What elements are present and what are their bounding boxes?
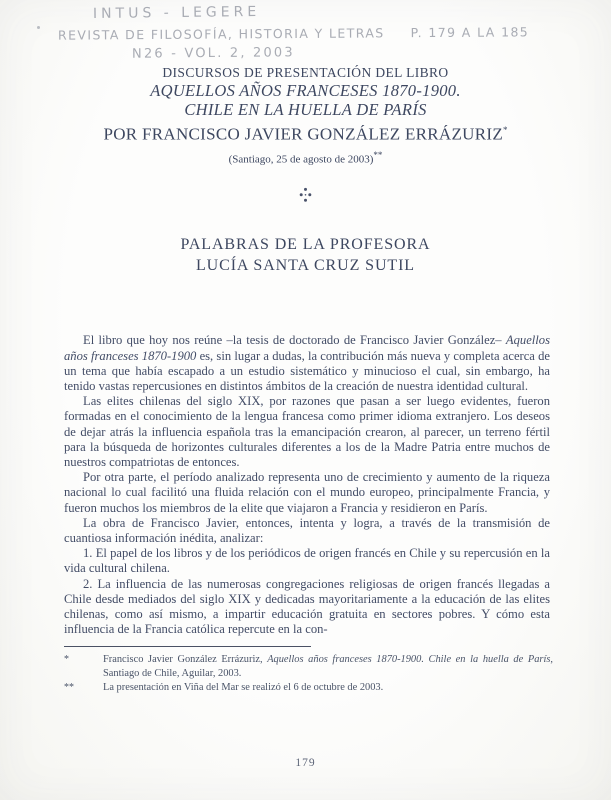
author-name: POR FRANCISCO JAVIER GONZÁLEZ ERRÁZURIZ [103,124,504,144]
footnote-1-author: Francisco Javier González Errázuriz, [103,654,268,666]
paragraph-1-text-continued: es, sin lugar a dudas, la contribución más nueva y completa acerca de un tema que había escapado a un estudio sistemático y minucioso el cual, sin embargo, ha tenido vastas repercusiones en distintos ámbitos de la creación de nuestra identidad cultural. [64,348,550,393]
body-text [64,333,550,637]
ornament-row [0,187,611,206]
book-title-line-1: AQUELLOS AÑOS FRANCESES 1870-1900. [150,81,461,100]
footnote-2-text: La presentación en Viña del Mar se realizó el 6 de octubre de 2003. [103,681,384,693]
date-text: (Santiago, 25 de agosto de 2003) [228,153,374,166]
footnote-1 [64,653,553,680]
footnote-2 [64,681,553,695]
footnotes [64,653,553,694]
paragraph-1-text: El libro que hoy nos reúne –la tesis de doctorado de Francisco Javier González– [83,333,506,348]
book-title-line-2: CHILE EN LA HUELLA DE PARÍS [184,100,427,119]
footnote-1-marker: * [64,654,69,666]
footnote-1-publisher: , Santiago de Chile, Aguilar, 2003. [103,654,553,679]
handwritten-journal-name: INTUS - LEGERE [92,3,261,23]
page-number: 179 [295,757,316,769]
section-heading [0,235,611,276]
cross-fleuron-icon [299,187,312,203]
handwritten-issue-volume: N26 - VOL. 2, 2003 [131,45,295,62]
paragraph-1-book-title: Aquellos años franceses 1870-1900 [64,333,550,363]
footnote-1-book-title: Aquellos años franceses 1870-1900. Chile en la huella de París [267,654,551,666]
date-footnote-marker: ** [373,149,383,160]
date-line [0,148,611,167]
handwritten-page-range: P. 179 A LA 185 [410,24,530,41]
scan-speck [37,26,40,29]
paragraph-2: Las elites chilenas del siglo XIX, por razones que pasan a ser luego evidentes, fueron formadas en el conocimiento de la lengua francesa como primer idioma extranjero. Los deseos de dejar atrás la influencia española tras la emancipación crearon, al parecer, un terreno fértil para la búsqueda de horizontes culturales diferentes a los de la Madre Patria entre muchos de nuestros compatriotas de entonces. [64,394,550,469]
handwritten-subtitle-text: REVISTA DE FILOSOFÍA, HISTORIA Y LETRAS [57,25,385,43]
section-heading-line-2: LUCÍA SANTA CRUZ SUTIL [196,256,415,274]
paragraph-3: Por otra parte, el período analizado representa uno de crecimiento y aumento de la riqueza nacional lo cual facilitó una fluida relación con el mundo europeo, principalmente Francia, y fueron muchos los miembros de la elite que viajaron a Francia y residieron en París. [64,470,550,515]
paragraph-4: La obra de Francisco Javier, entonces, intenta y logra, a través de la transmisión de cuantiosa información inédita, analizar: [64,515,550,545]
section-heading-line-1: PALABRAS DE LA PROFESORA [180,236,431,254]
author-line [0,120,611,145]
numbered-item-2: 2. La influencia de las numerosas congregaciones religiosas de origen francés llegadas a Chile desde mediados del siglo XIX y dedicadas mayoritariamente a la educación de las elites chilenas, como así mismo, a impartir educación gratuita en sectores pobres. Y cómo esta influencia de la Francia católica repercute en la con- [64,576,550,637]
footnote-separator [64,646,311,647]
series-title: DISCURSOS DE PRESENTACIÓN DEL LIBRO [162,65,449,80]
footnote-1-text [103,653,553,680]
numbered-item-1: 1. El papel de los libros y de los periódicos de origen francés en Chile y su repercusión en la vida cultural chilena. [64,546,550,576]
paragraph-1 [64,333,550,394]
author-footnote-marker: * [503,125,508,135]
footnote-2-marker: ** [64,681,74,693]
